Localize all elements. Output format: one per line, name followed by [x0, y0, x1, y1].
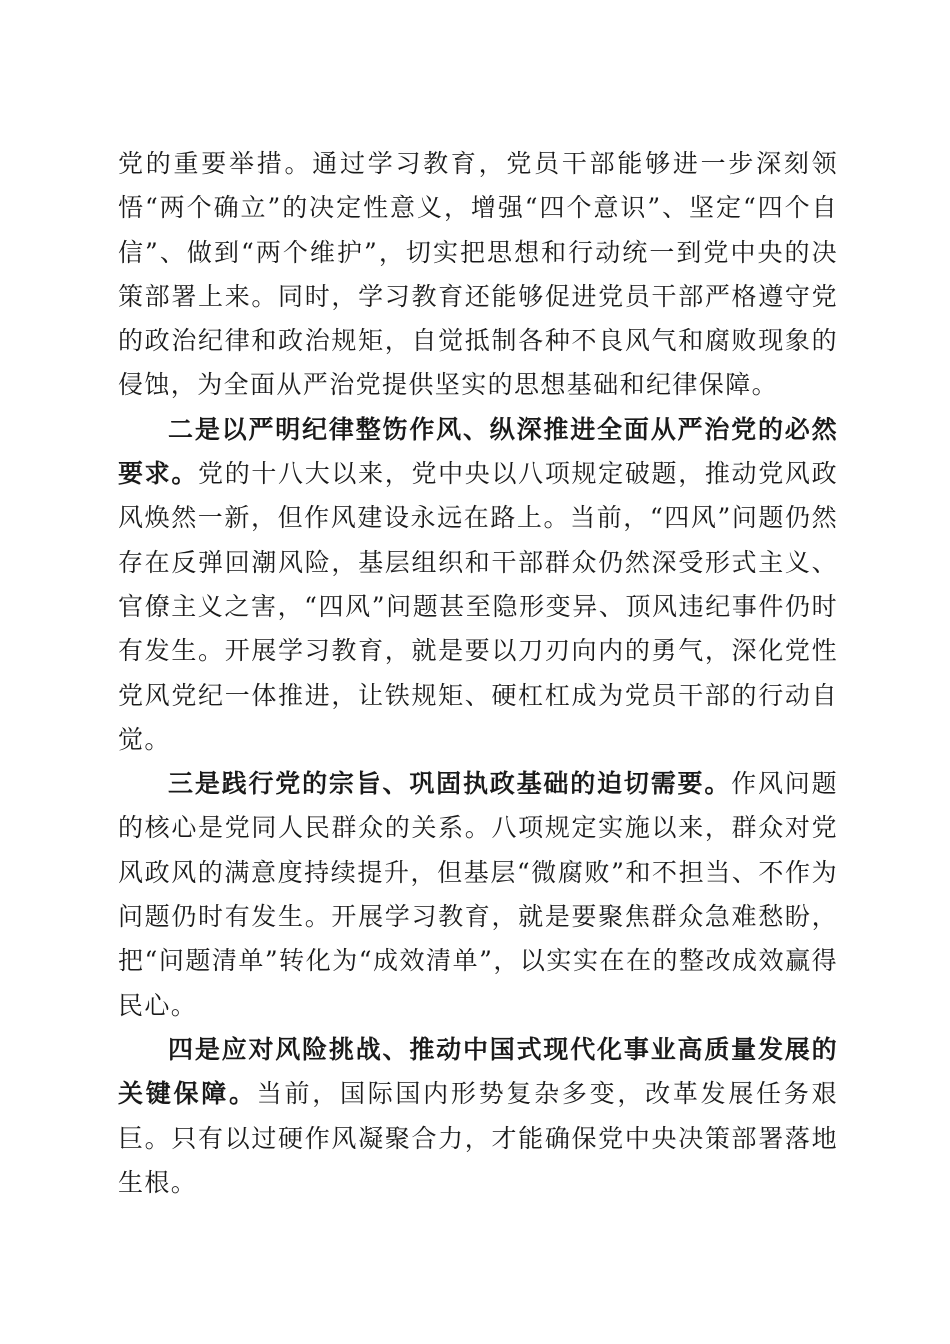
paragraph-2-lead: 二是以严明纪律整饬作风、纵深推进全面从严治党的必然要求。 — [118, 414, 838, 489]
paragraph-3-text: 作风问题的核心是党同人民群众的关系。八项规定实施以来，群众对党风政风的满意度持续提升，但基层“微腐败”和不担当、不作为问题仍时有发生。开展学习教育，就是要聚焦群众急难愁盼，把“问题清单”转化为“成效清单”，以实实在在的整改成效赢得民心。 — [118, 769, 838, 1020]
document-body — [118, 142, 838, 1205]
paragraph-2 — [118, 408, 838, 762]
paragraph-3-lead: 三是践行党的宗旨、巩固执政基础的迫切需要。 — [168, 769, 732, 799]
paragraph-2-text: 党的十八大以来，党中央以八项规定破题，推动党风政风焕然一新，但作风建设永远在路上。当前，“四风”问题仍然存在反弹回潮风险，基层组织和干部群众仍然深受形式主义、官僚主义之害，“四风”问题甚至隐形变异、顶风违纪事件仍时有发生。开展学习教育，就是要以刀刃向内的勇气，深化党性党风党纪一体推进，让铁规矩、硬杠杠成为党员干部的行动自觉。 — [118, 459, 838, 754]
paragraph-3 — [118, 762, 838, 1028]
paragraph-1 — [118, 142, 838, 408]
paragraph-4-lead: 四是应对风险挑战、推动中国式现代化事业高质量发展的关键保障。 — [118, 1034, 838, 1109]
paragraph-1-text: 党的重要举措。通过学习教育，党员干部能够进一步深刻领悟“两个确立”的决定性意义，增强“四个意识”、坚定“四个自信”、做到“两个维护”，切实把思想和行动统一到党中央的决策部署上来。同时，学习教育还能够促进党员干部严格遵守党的政治纪律和政治规矩，自觉抵制各种不良风气和腐败现象的侵蚀，为全面从严治党提供坚实的思想基础和纪律保障。 — [118, 149, 838, 400]
paragraph-4 — [118, 1028, 838, 1205]
paragraph-4-text: 当前，国际国内形势复杂多变，改革发展任务艰巨。只有以过硬作风凝聚合力，才能确保党中央决策部署落地生根。 — [118, 1079, 838, 1197]
